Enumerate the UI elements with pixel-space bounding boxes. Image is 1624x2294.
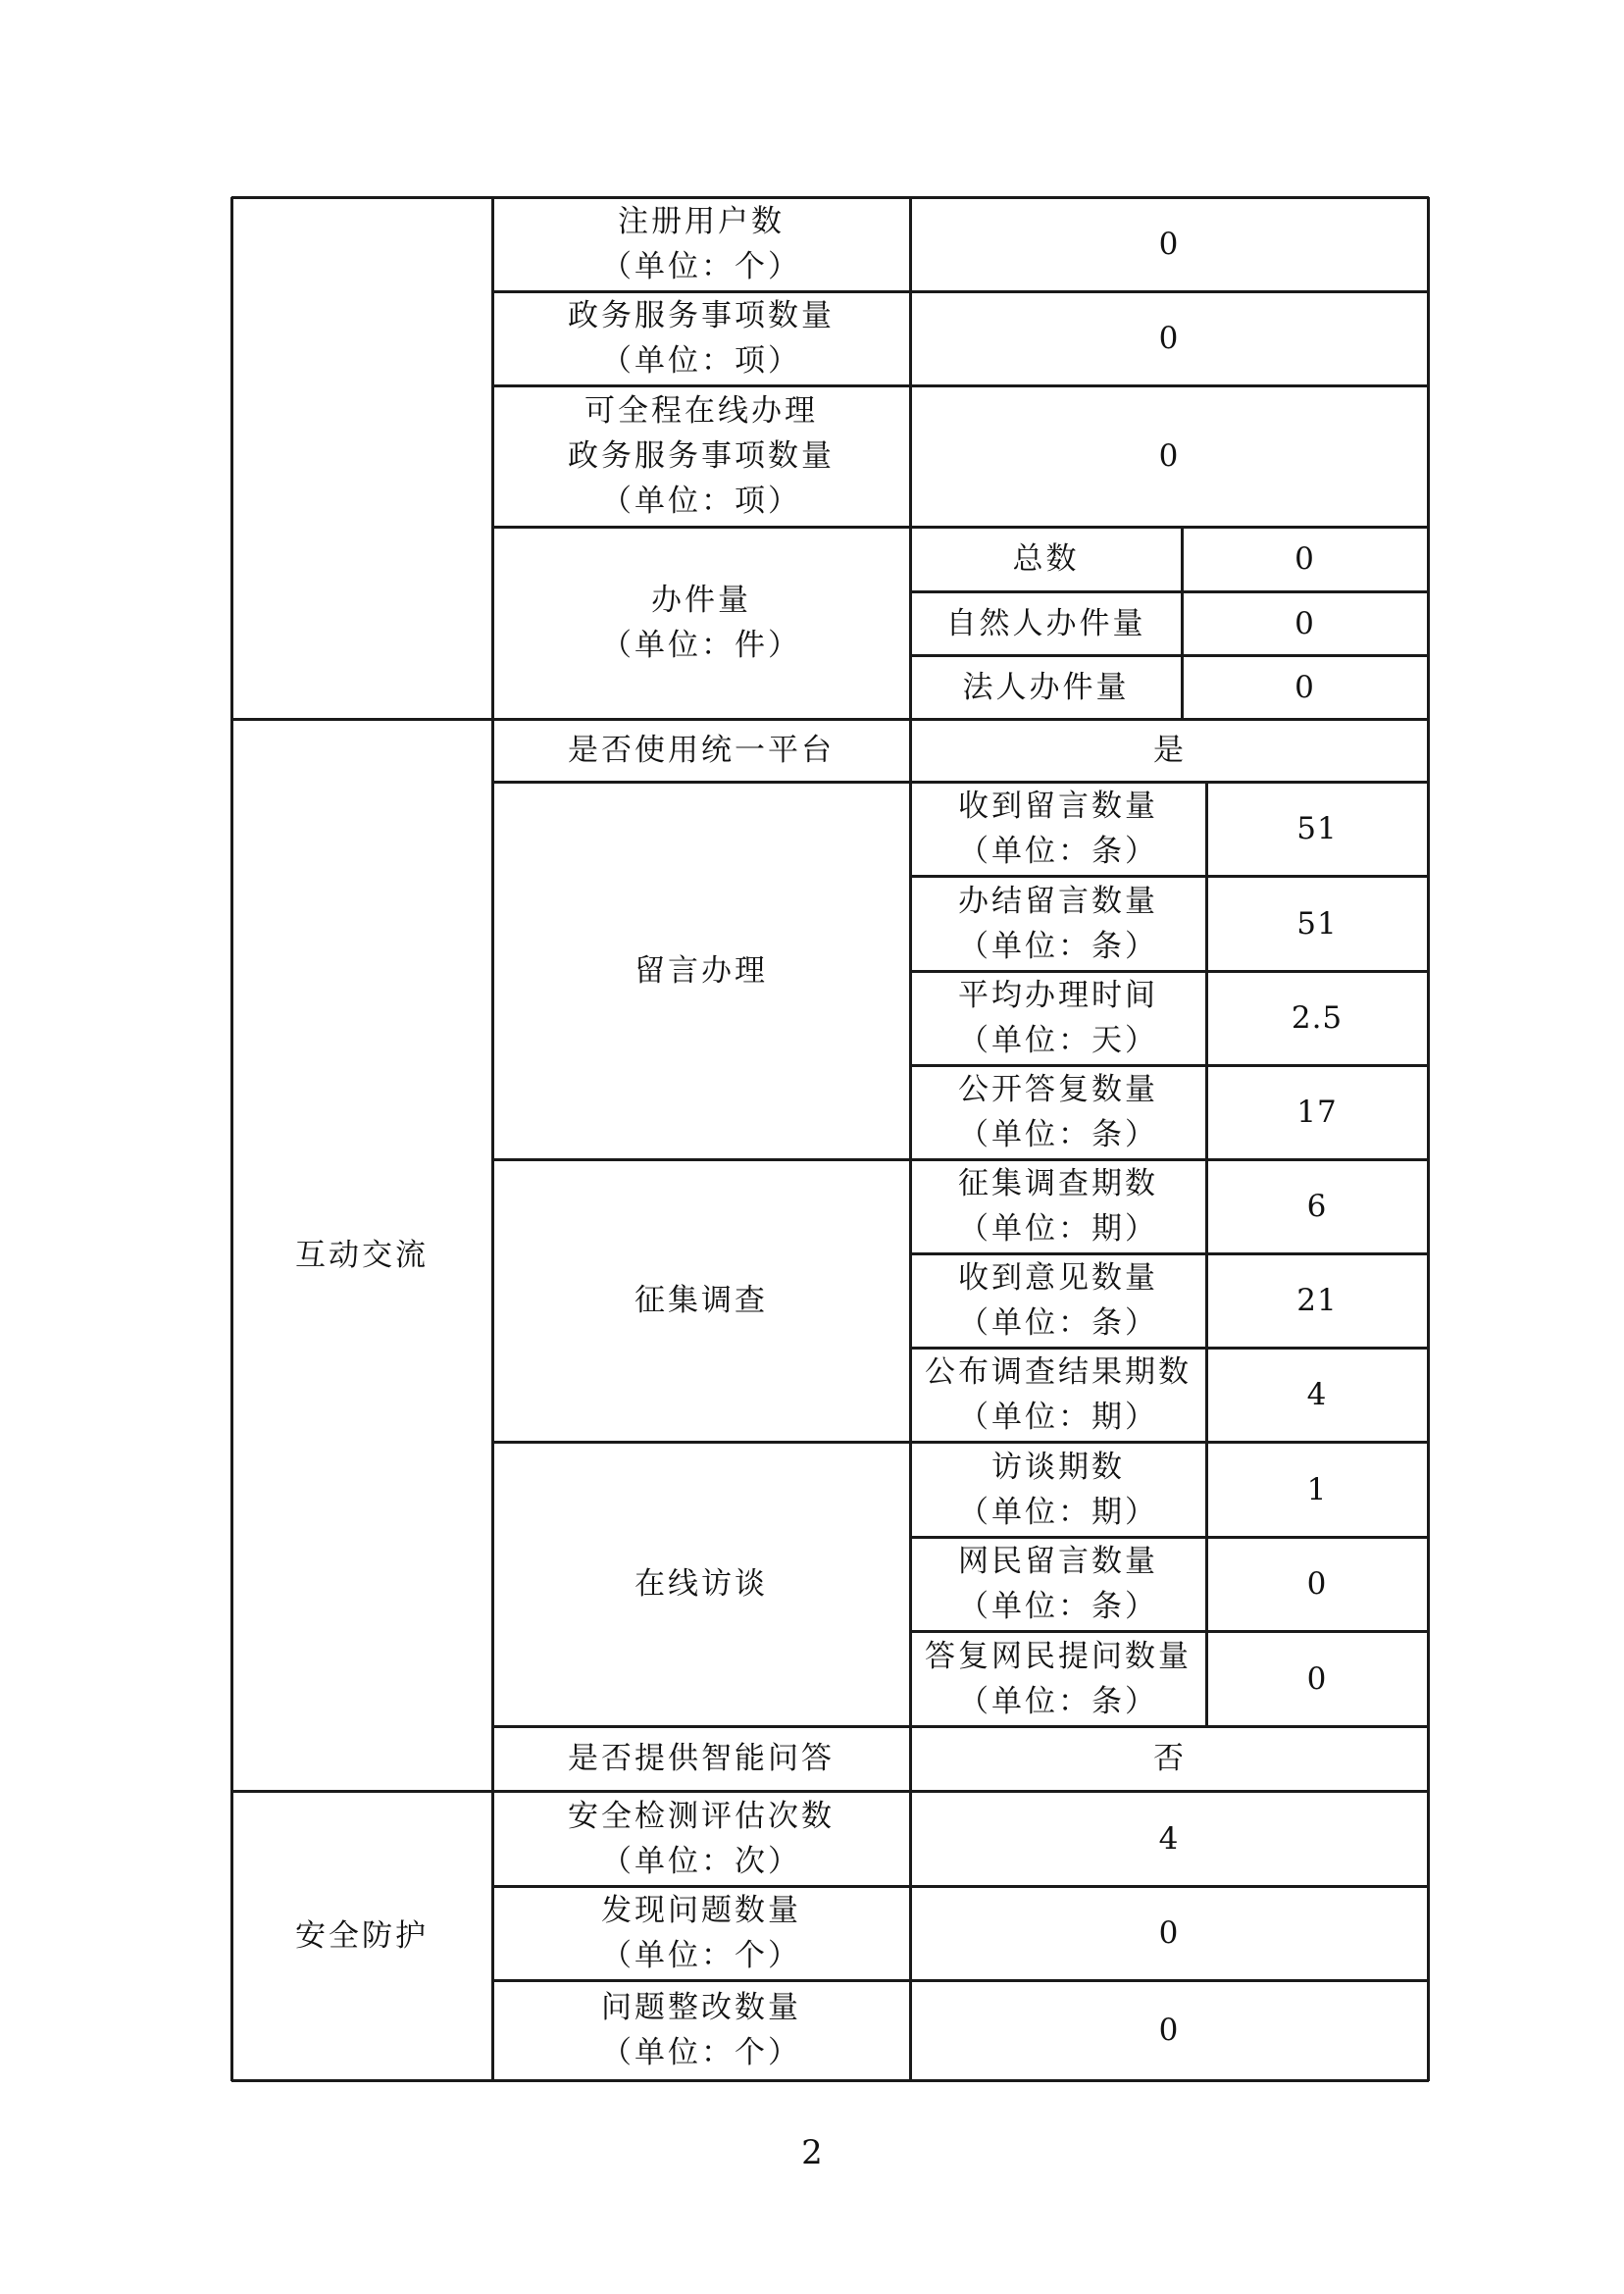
value-cell — [910, 1726, 1428, 1791]
sub-label — [910, 1442, 1206, 1537]
unit-text: （单位：条） — [958, 1117, 1158, 1152]
unit-text: （单位：期） — [958, 1211, 1158, 1247]
label-text: 公开答复数量 — [958, 1072, 1158, 1107]
sub-label — [910, 1537, 1206, 1631]
value-cell — [910, 719, 1428, 782]
row-label — [492, 1980, 910, 2080]
unit-text: （单位：条） — [958, 1589, 1158, 1624]
label-text: 问题整改数量 — [601, 1990, 801, 2025]
label-text: 总数 — [1012, 541, 1080, 577]
row-label — [492, 1726, 910, 1791]
value-cell — [1206, 1348, 1428, 1442]
label-text: 网民留言数量 — [958, 1544, 1158, 1579]
row-label — [492, 1791, 910, 1886]
sub-label — [910, 971, 1206, 1065]
label-text: 自然人办件量 — [945, 605, 1146, 641]
label-text: 可全程在线办理 — [584, 393, 818, 429]
unit-text: （单位：项） — [601, 484, 801, 519]
value-cell — [910, 1980, 1428, 2080]
value-text: 是 — [1153, 733, 1185, 768]
value-text: 否 — [1153, 1741, 1185, 1776]
value-text: 4 — [1306, 1377, 1328, 1412]
value-cell — [1206, 1442, 1428, 1537]
sub-label — [910, 1631, 1206, 1726]
unit-text: （单位：次） — [601, 1843, 801, 1879]
label-text: 公布调查结果期数 — [925, 1354, 1192, 1390]
value-cell — [1206, 1631, 1428, 1726]
value-text: 0 — [1306, 1566, 1328, 1602]
label-text: 是否提供智能问答 — [568, 1741, 835, 1776]
value-cell — [1206, 782, 1428, 876]
value-text: 0 — [1158, 227, 1180, 262]
value-text: 0 — [1158, 438, 1180, 474]
value-cell — [1182, 527, 1428, 591]
value-text: 17 — [1296, 1095, 1338, 1130]
row-label — [492, 719, 910, 782]
row-label — [492, 1442, 910, 1726]
label-text: 安全防护 — [295, 1917, 429, 1954]
sub-label — [910, 876, 1206, 971]
row-label — [492, 1886, 910, 1980]
value-text: 0 — [1158, 1915, 1180, 1951]
label-text: 安全检测评估次数 — [568, 1798, 835, 1834]
label-text: 征集调查 — [634, 1283, 768, 1318]
value-cell — [910, 197, 1428, 291]
value-cell — [910, 1886, 1428, 1980]
value-text: 0 — [1294, 669, 1315, 705]
value-cell — [1182, 591, 1428, 655]
value-cell — [1206, 1253, 1428, 1348]
label-text: 平均办理时间 — [958, 978, 1158, 1013]
unit-text: （单位：天） — [958, 1023, 1158, 1058]
category-label — [231, 719, 492, 1791]
value-cell — [1182, 655, 1428, 719]
unit-text: （单位：条） — [958, 1683, 1158, 1719]
label-text: 收到留言数量 — [958, 789, 1158, 824]
value-text: 0 — [1294, 541, 1315, 577]
label-text: 在线访谈 — [634, 1566, 768, 1602]
value-text: 6 — [1306, 1189, 1328, 1224]
row-label — [492, 197, 910, 291]
value-text: 21 — [1296, 1283, 1338, 1318]
label-text: 发现问题数量 — [601, 1893, 801, 1928]
label-text: 收到意见数量 — [958, 1260, 1158, 1296]
label-text: 办件量 — [651, 583, 751, 618]
value-text: 2.5 — [1291, 1000, 1344, 1036]
value-cell — [1206, 971, 1428, 1065]
page-number: 2 — [801, 2133, 823, 2172]
label-text: 注册用户数 — [618, 204, 785, 239]
row-label — [492, 385, 910, 527]
label-text: 政务服务事项数量 — [568, 298, 835, 333]
row-label — [492, 291, 910, 385]
value-text: 4 — [1158, 1820, 1180, 1857]
unit-text: （单位：项） — [601, 343, 801, 379]
value-text: 0 — [1306, 1660, 1328, 1697]
unit-text: （单位：个） — [601, 2035, 801, 2070]
unit-text: （单位：个） — [601, 1938, 801, 1973]
value-text: 1 — [1306, 1471, 1328, 1507]
value-cell — [910, 1791, 1428, 1886]
value-cell — [910, 385, 1428, 527]
label-text: 办结留言数量 — [958, 883, 1158, 919]
value-cell — [1206, 876, 1428, 971]
sub-label — [910, 591, 1182, 655]
row-label — [492, 782, 910, 1159]
value-text: 51 — [1296, 905, 1338, 942]
value-cell — [910, 291, 1428, 385]
sub-label — [910, 1065, 1206, 1159]
value-cell — [1206, 1537, 1428, 1631]
sub-label — [910, 1159, 1206, 1253]
unit-text: （单位：条） — [958, 928, 1158, 964]
row-label — [492, 1159, 910, 1442]
value-text: 0 — [1294, 605, 1315, 641]
label-text: 政务服务事项数量 — [568, 438, 835, 474]
label-text: 访谈期数 — [991, 1449, 1125, 1485]
unit-text: （单位：条） — [958, 834, 1158, 869]
label-text: 征集调查期数 — [958, 1166, 1158, 1201]
label-text: 留言办理 — [634, 952, 768, 989]
label-text: 互动交流 — [295, 1237, 429, 1273]
sub-label — [910, 1253, 1206, 1348]
label-text: 是否使用统一平台 — [568, 733, 835, 768]
value-text: 51 — [1296, 811, 1338, 846]
unit-text: （单位：个） — [601, 249, 801, 284]
label-text: 答复网民提问数量 — [925, 1638, 1192, 1674]
sub-label — [910, 655, 1182, 719]
value-text: 0 — [1158, 2013, 1180, 2048]
unit-text: （单位：件） — [601, 628, 801, 663]
label-text: 法人办件量 — [962, 669, 1130, 705]
value-text: 0 — [1158, 321, 1180, 356]
unit-text: （单位：条） — [958, 1305, 1158, 1341]
row-label — [492, 527, 910, 719]
sub-label — [910, 527, 1182, 591]
value-cell — [1206, 1065, 1428, 1159]
sub-label — [910, 1348, 1206, 1442]
sub-label — [910, 782, 1206, 876]
unit-text: （单位：期） — [958, 1400, 1158, 1435]
value-cell — [1206, 1159, 1428, 1253]
category-label — [231, 1791, 492, 2080]
unit-text: （单位：期） — [958, 1494, 1158, 1530]
